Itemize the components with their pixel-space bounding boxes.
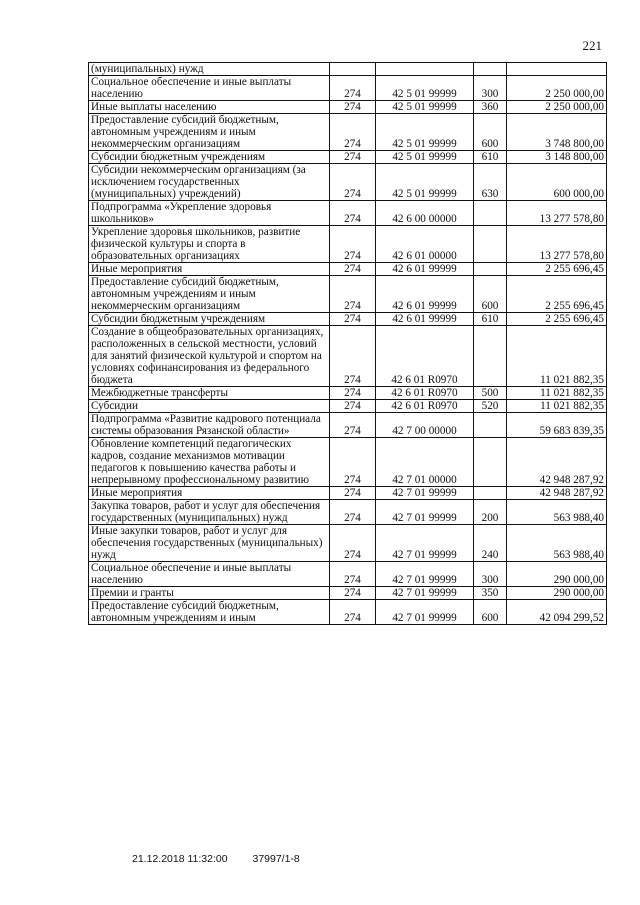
budget-table	[88, 62, 607, 625]
cell-expense-type	[474, 63, 507, 76]
cell-amount: 3 148 800,00	[507, 151, 607, 164]
cell-name: Иные выплаты населению	[89, 101, 330, 114]
cell-amount: 2 250 000,00	[507, 101, 607, 114]
cell-target-article: 42 6 00 00000	[376, 201, 474, 226]
cell-expense-type: 350	[474, 587, 507, 600]
cell-amount: 2 250 000,00	[507, 76, 607, 101]
cell-amount: 42 948 287,92	[507, 438, 607, 487]
cell-ved-code: 274	[330, 326, 376, 387]
cell-target-article: 42 5 01 99999	[376, 164, 474, 201]
cell-expense-type: 520	[474, 400, 507, 413]
cell-ved-code: 274	[330, 201, 376, 226]
table-row	[89, 201, 607, 226]
cell-target-article: 42 6 01 99999	[376, 276, 474, 313]
cell-expense-type: 600	[474, 276, 507, 313]
cell-name: Субсидии	[89, 400, 330, 413]
cell-amount: 11 021 882,35	[507, 326, 607, 387]
cell-ved-code: 274	[330, 500, 376, 525]
cell-amount	[507, 63, 607, 76]
table-row	[89, 525, 607, 562]
cell-amount: 2 255 696,45	[507, 313, 607, 326]
cell-ved-code: 274	[330, 151, 376, 164]
table-row	[89, 276, 607, 313]
cell-amount: 42 094 299,52	[507, 600, 607, 625]
cell-ved-code	[330, 63, 376, 76]
page-number: 221	[582, 38, 602, 53]
cell-amount: 290 000,00	[507, 562, 607, 587]
cell-amount: 59 683 839,35	[507, 413, 607, 438]
cell-name: Укрепление здоровья школьников, развитие физической культуры и спорта в образовательных организациях	[89, 226, 330, 263]
cell-amount: 2 255 696,45	[507, 263, 607, 276]
cell-target-article: 42 5 01 99999	[376, 114, 474, 151]
cell-ved-code: 274	[330, 226, 376, 263]
cell-name: Межбюджетные трансферты	[89, 387, 330, 400]
cell-expense-type	[474, 263, 507, 276]
cell-target-article: 42 7 01 00000	[376, 438, 474, 487]
cell-amount: 3 748 800,00	[507, 114, 607, 151]
cell-target-article: 42 6 01 R0970	[376, 387, 474, 400]
cell-amount: 11 021 882,35	[507, 400, 607, 413]
cell-ved-code: 274	[330, 276, 376, 313]
footer-datetime: 21.12.2018 11:32:00	[132, 853, 228, 865]
cell-expense-type: 600	[474, 114, 507, 151]
cell-name: Субсидии бюджетным учреждениям	[89, 313, 330, 326]
cell-name: (муниципальных) нужд	[89, 63, 330, 76]
cell-expense-type: 360	[474, 101, 507, 114]
table-row	[89, 487, 607, 500]
cell-expense-type: 610	[474, 313, 507, 326]
cell-ved-code: 274	[330, 164, 376, 201]
cell-expense-type: 500	[474, 387, 507, 400]
cell-amount: 42 948 287,92	[507, 487, 607, 500]
cell-expense-type: 300	[474, 562, 507, 587]
cell-target-article: 42 7 00 00000	[376, 413, 474, 438]
cell-name: Иные закупки товаров, работ и услуг для обеспечения государственных (муниципальных) нужд	[89, 525, 330, 562]
cell-expense-type	[474, 438, 507, 487]
cell-ved-code: 274	[330, 587, 376, 600]
table-row	[89, 413, 607, 438]
cell-ved-code: 274	[330, 101, 376, 114]
cell-ved-code: 274	[330, 438, 376, 487]
cell-name: Социальное обеспечение и иные выплаты населению	[89, 76, 330, 101]
cell-target-article	[376, 63, 474, 76]
cell-name: Предоставление субсидий бюджетным, автономным учреждениям и иным некоммерческим организациям	[89, 276, 330, 313]
cell-expense-type: 300	[474, 76, 507, 101]
footer	[132, 853, 322, 865]
footer-doc-id: 37997/1-8	[252, 853, 300, 865]
cell-ved-code: 274	[330, 600, 376, 625]
cell-name: Закупка товаров, работ и услуг для обеспечения государственных (муниципальных) нужд	[89, 500, 330, 525]
cell-target-article: 42 6 01 00000	[376, 226, 474, 263]
cell-ved-code: 274	[330, 387, 376, 400]
cell-name: Подпрограмма «Укрепление здоровья школьников»	[89, 201, 330, 226]
cell-expense-type	[474, 201, 507, 226]
cell-name: Подпрограмма «Развитие кадрового потенциала системы образования Рязанской области»	[89, 413, 330, 438]
table-row	[89, 263, 607, 276]
cell-name: Создание в общеобразовательных организациях, расположенных в сельской местности, условий для занятий физической культурой и спортом на условиях софинансирования из федерального бюджета	[89, 326, 330, 387]
cell-target-article: 42 7 01 99999	[376, 525, 474, 562]
table-row	[89, 562, 607, 587]
cell-name: Предоставление субсидий бюджетным, автономным учреждениям и иным	[89, 600, 330, 625]
cell-ved-code: 274	[330, 413, 376, 438]
budget-table-body	[89, 63, 607, 625]
cell-ved-code: 274	[330, 525, 376, 562]
cell-target-article: 42 5 01 99999	[376, 101, 474, 114]
cell-expense-type: 600	[474, 600, 507, 625]
cell-target-article: 42 6 01 99999	[376, 313, 474, 326]
cell-name: Иные мероприятия	[89, 487, 330, 500]
table-row	[89, 151, 607, 164]
table-row	[89, 313, 607, 326]
table-row	[89, 587, 607, 600]
table-row	[89, 101, 607, 114]
cell-amount: 563 988,40	[507, 525, 607, 562]
cell-expense-type	[474, 487, 507, 500]
table-row	[89, 114, 607, 151]
cell-ved-code: 274	[330, 400, 376, 413]
cell-target-article: 42 6 01 R0970	[376, 400, 474, 413]
cell-target-article: 42 5 01 99999	[376, 151, 474, 164]
table-row	[89, 600, 607, 625]
cell-expense-type: 240	[474, 525, 507, 562]
table-row	[89, 387, 607, 400]
cell-amount: 2 255 696,45	[507, 276, 607, 313]
cell-target-article: 42 7 01 99999	[376, 600, 474, 625]
cell-ved-code: 274	[330, 313, 376, 326]
cell-amount: 11 021 882,35	[507, 387, 607, 400]
cell-ved-code: 274	[330, 76, 376, 101]
cell-target-article: 42 6 01 R0970	[376, 326, 474, 387]
cell-expense-type: 630	[474, 164, 507, 201]
cell-target-article: 42 7 01 99999	[376, 487, 474, 500]
cell-expense-type	[474, 226, 507, 263]
table-row	[89, 76, 607, 101]
cell-expense-type: 200	[474, 500, 507, 525]
cell-amount: 290 000,00	[507, 587, 607, 600]
table-row	[89, 500, 607, 525]
cell-target-article: 42 5 01 99999	[376, 76, 474, 101]
cell-expense-type	[474, 413, 507, 438]
cell-expense-type	[474, 326, 507, 387]
cell-target-article: 42 6 01 99999	[376, 263, 474, 276]
cell-target-article: 42 7 01 99999	[376, 587, 474, 600]
cell-name: Субсидии бюджетным учреждениям	[89, 151, 330, 164]
cell-ved-code: 274	[330, 487, 376, 500]
cell-amount: 563 988,40	[507, 500, 607, 525]
cell-ved-code: 274	[330, 114, 376, 151]
cell-ved-code: 274	[330, 263, 376, 276]
cell-name: Социальное обеспечение и иные выплаты населению	[89, 562, 330, 587]
table-row	[89, 63, 607, 76]
cell-name: Предоставление субсидий бюджетным, автономным учреждениям и иным некоммерческим организациям	[89, 114, 330, 151]
cell-name: Субсидии некоммерческим организациям (за исключением государственных (муниципальных) учреждений)	[89, 164, 330, 201]
cell-name: Иные мероприятия	[89, 263, 330, 276]
table-row	[89, 226, 607, 263]
cell-target-article: 42 7 01 99999	[376, 562, 474, 587]
cell-name: Премии и гранты	[89, 587, 330, 600]
table-row	[89, 164, 607, 201]
cell-amount: 13 277 578,80	[507, 226, 607, 263]
cell-amount: 600 000,00	[507, 164, 607, 201]
cell-name: Обновление компетенций педагогических кадров, создание механизмов мотивации педагогов к повышению качества работы и непрерывному профессиональному развитию	[89, 438, 330, 487]
table-row	[89, 400, 607, 413]
table-row	[89, 438, 607, 487]
table-row	[89, 326, 607, 387]
cell-amount: 13 277 578,80	[507, 201, 607, 226]
cell-target-article: 42 7 01 99999	[376, 500, 474, 525]
cell-expense-type: 610	[474, 151, 507, 164]
cell-ved-code: 274	[330, 562, 376, 587]
